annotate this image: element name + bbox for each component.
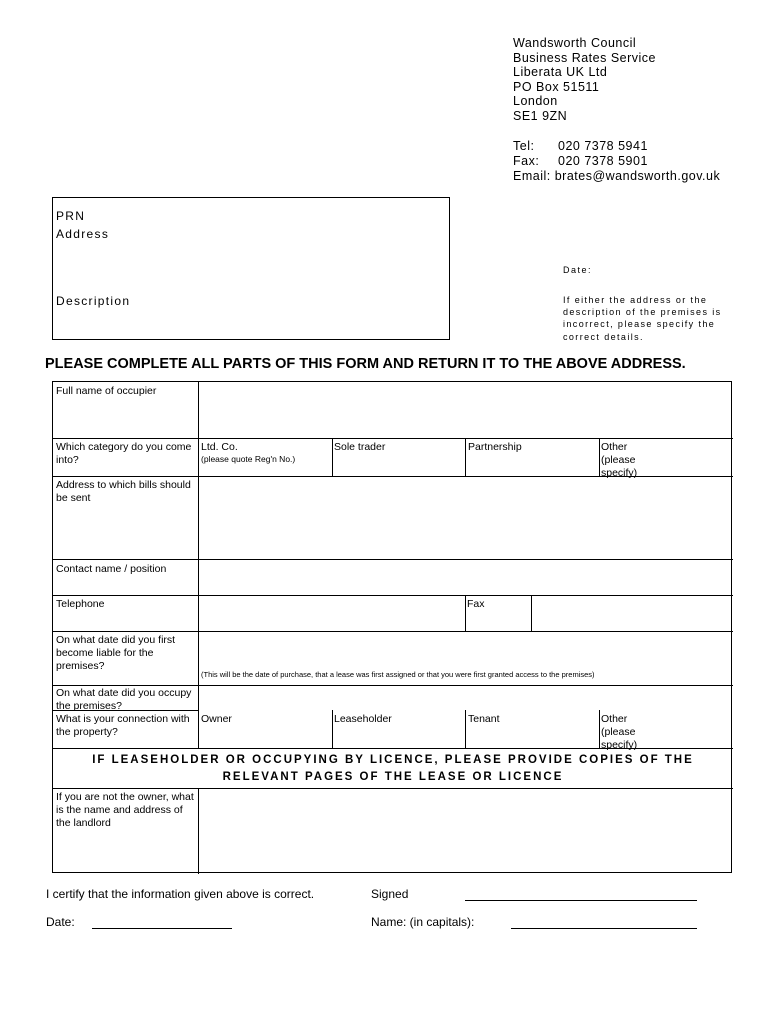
landlord-field[interactable] [199,789,731,872]
liable-date-label: On what date did you first become liable for the premises? [56,634,176,672]
col-divider [599,438,600,476]
tel-label: Tel: [513,139,535,153]
col-divider [332,438,333,476]
sole-trader-option[interactable]: Sole trader [334,441,386,453]
correction-note: If either the address or the description of the premises is incorrect, please specify the correct details. [563,295,722,342]
fax-field[interactable] [532,596,731,630]
address-line: Business Rates Service [513,50,657,65]
ltd-co-option[interactable]: Ltd. Co. [201,441,238,453]
full-name-field[interactable] [199,383,731,437]
footer-date-label: Date: [46,915,75,929]
full-name-label: Full name of occupier [56,385,157,397]
name-capitals-label: Name: (in capitals): [371,915,475,929]
certify-statement: I certify that the information given above is correct. [46,887,315,901]
ltd-co-note: (please quote Reg'n No.) [201,454,296,464]
signed-label: Signed [371,887,409,901]
fax-field-label: Fax [467,598,485,610]
bills-address-field[interactable] [199,477,731,558]
landlord-label: If you are not the owner, what is the name and address of the landlord [56,791,194,829]
name-line[interactable] [511,928,697,929]
telephone-label: Telephone [56,598,105,610]
fax-value: 020 7378 5901 [558,154,648,168]
address-line: Liberata UK Ltd [513,65,608,80]
category-label: Which category do you come into? [56,441,192,466]
col-divider [465,595,466,631]
telephone-field[interactable] [199,596,464,630]
address-line: London [513,94,558,109]
owner-option[interactable]: Owner [201,713,232,725]
occupy-date-label: On what date did you occupy the premises? [56,687,192,712]
contact-field[interactable] [199,560,731,594]
other-option[interactable]: Other [601,441,628,453]
col-divider [465,438,466,476]
row-divider [53,438,733,439]
tel-value: 020 7378 5941 [558,139,648,153]
form-heading: PLEASE COMPLETE ALL PARTS OF THIS FORM AND RETURN IT TO THE ABOVE ADDRESS. [45,356,686,372]
email-label: Email: [513,169,551,183]
col-divider [332,710,333,748]
col-divider [465,710,466,748]
date-label: Date: [563,265,593,275]
contact-label: Contact name / position [56,563,167,575]
partnership-option[interactable]: Partnership [468,441,522,453]
other-connection-note: (please specify) [601,726,638,751]
occupier-form [52,381,732,873]
description-label: Description [56,294,131,308]
address-line: Wandsworth Council [513,36,637,50]
address-label: Address [56,227,110,241]
lease-notice-line2: RELEVANT PAGES OF THE LEASE OR LICENCE [222,771,564,783]
connection-label: What is your connection with the property? [56,713,190,738]
email-value: brates@wandsworth.gov.uk [554,169,721,183]
row-divider [53,685,733,686]
council-address [513,36,656,124]
fax-label: Fax: [513,154,540,168]
other-specify-note: (please specify) [601,454,638,479]
date-line[interactable] [92,928,232,929]
liable-date-note: (This will be the date of purchase, that a lease was first assigned or that you were first granted access to the premises) [201,670,595,679]
leaseholder-option[interactable]: Leaseholder [334,713,392,725]
col-divider [599,710,600,748]
address-line: SE1 9ZN [513,108,568,123]
address-line: PO Box 51511 [513,79,600,94]
other-connection-option[interactable]: Other [601,713,628,725]
lease-notice-line1: IF LEASEHOLDER OR OCCUPYING BY LICENCE, PLEASE PROVIDE COPIES OF THE [92,754,694,766]
property-details-box [52,197,450,340]
liable-date-field[interactable] [199,632,731,668]
contact-details [513,139,720,184]
signature-line[interactable] [465,900,697,901]
tenant-option[interactable]: Tenant [468,713,500,725]
bills-address-label: Address to which bills should be sent [56,479,191,504]
prn-label: PRN [56,209,86,223]
